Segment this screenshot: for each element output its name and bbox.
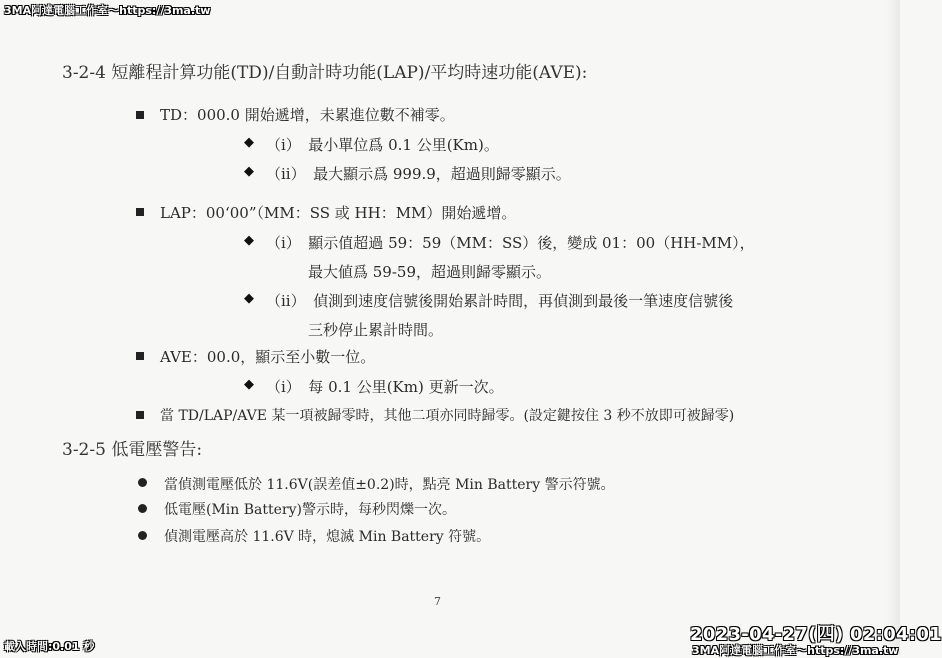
page-number: 7 bbox=[434, 595, 441, 608]
diamond-bullet-icon: ◆ bbox=[244, 377, 254, 392]
section-title-3-2-4: 3-2-4 短離程計算功能(TD)/自動計時功能(LAP)/平均時速功能(AVE): bbox=[62, 63, 588, 83]
td-sub-i: （i） 最小單位爲 0.1 公里(Km)。 bbox=[266, 136, 499, 154]
square-bullet-icon bbox=[136, 208, 144, 216]
ave-sub-i: （i） 每 0.1 公里(Km) 更新一次。 bbox=[266, 378, 504, 396]
lap-item: LAP：00‘00”（MM：SS 或 HH：MM）開始遞增。 bbox=[160, 204, 517, 222]
square-bullet-icon bbox=[136, 411, 144, 419]
lap-sub-i-line2: 最大値爲 59-59，超過則歸零顯示。 bbox=[308, 263, 552, 281]
ave-item: AVE：00.0，顯示至小數一位。 bbox=[160, 348, 376, 366]
lap-sub-i-line1: （i） 顯示值超過 59：59（MM：SS）後，變成 01：00（HH-MM）， bbox=[266, 234, 755, 252]
timestamp: 2023-04-27(四) 02:04:01 bbox=[690, 624, 942, 645]
square-bullet-icon bbox=[136, 111, 144, 119]
diamond-bullet-icon: ◆ bbox=[244, 164, 254, 179]
section-title-3-2-5: 3-2-5 低電壓警告: bbox=[62, 440, 203, 460]
square-bullet-icon bbox=[136, 352, 144, 360]
lap-sub-ii-line2: 三秒停止累計時間。 bbox=[308, 321, 444, 339]
round-bullet-icon bbox=[138, 531, 147, 540]
reset-note: 當 TD/LAP/AVE 某一項被歸零時，其他二項亦同時歸零。(設定鍵按住 3 秒不放即可被歸零) bbox=[160, 408, 735, 424]
round-bullet-icon bbox=[138, 504, 147, 513]
diamond-bullet-icon: ◆ bbox=[244, 291, 254, 306]
td-sub-ii: （ii） 最大顯示爲 999.9，超過則歸零顯示。 bbox=[266, 165, 571, 183]
watermark-bottom: 3MA阿達電腦工作室～https://3ma.tw bbox=[692, 644, 899, 657]
load-time: 載入時間:0.01 秒 bbox=[4, 640, 95, 653]
low-voltage-item-2: 低電壓(Min Battery)警示時，每秒閃爍一次。 bbox=[164, 502, 456, 518]
low-voltage-item-1: 當偵測電壓低於 11.6V(誤差值±0.2)時，點亮 Min Battery 警示符號。 bbox=[164, 477, 615, 493]
scan-edge bbox=[886, 0, 900, 655]
td-item: TD：000.0 開始遞增，未累進位數不補零。 bbox=[160, 106, 455, 124]
watermark-top: 3MA阿達電腦工作室～https://3ma.tw bbox=[4, 4, 211, 17]
lap-sub-ii-line1: （ii） 偵測到速度信號後開始累計時間，再偵測到最後一筆速度信號後 bbox=[266, 292, 734, 310]
diamond-bullet-icon: ◆ bbox=[244, 233, 254, 248]
low-voltage-item-3: 偵測電壓高於 11.6V 時，熄滅 Min Battery 符號。 bbox=[164, 529, 491, 545]
round-bullet-icon bbox=[138, 478, 147, 487]
diamond-bullet-icon: ◆ bbox=[244, 135, 254, 150]
